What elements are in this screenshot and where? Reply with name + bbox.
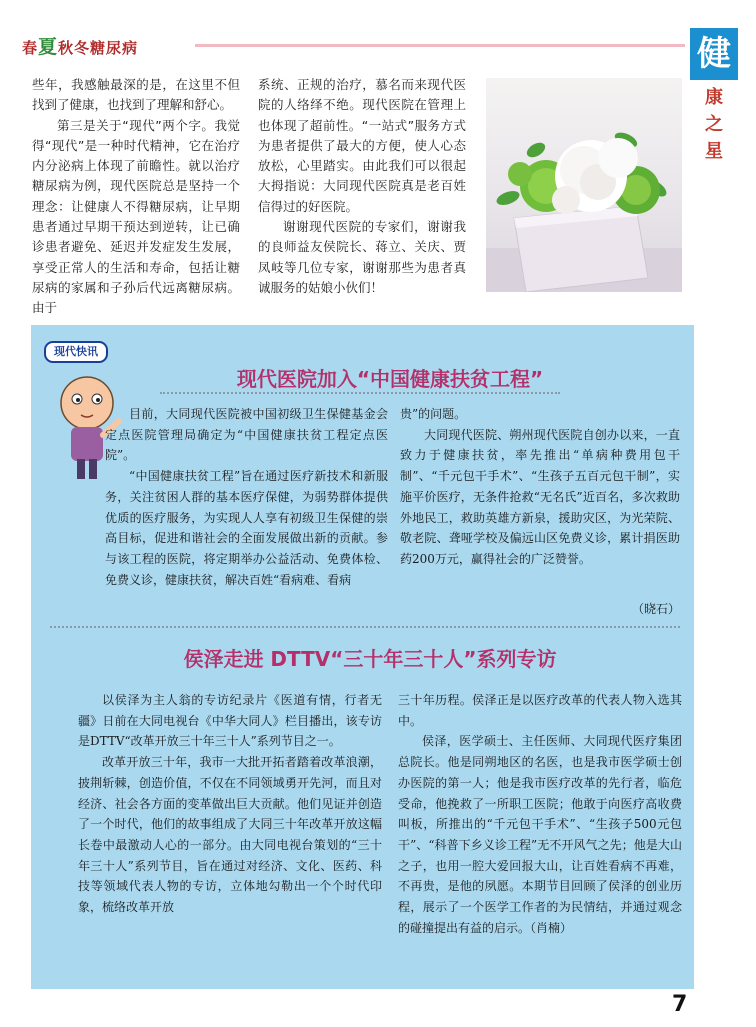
article1-left-column <box>105 404 388 590</box>
series-title-highlight: 夏 <box>38 36 59 58</box>
flower-illustration <box>486 78 682 292</box>
article1-credit: （晓石） <box>631 602 680 616</box>
series-title-part: 秋冬糖尿病 <box>58 39 139 57</box>
paragraph: 大同现代医院、朔州现代医院自创办以来，一直致力于健康扶贫，率先推出“单病种费用包干制”、“千元包干手术”、“生孩子五百元包干制”，实施平价医疗，无条件抢救“无名氏”近百名，多次救助外地民工，救助英雄方新泉，援助灾区，为光荣院、敬老院、聋哑学校及偏远山区免费义诊，累计捐医助药200万元，赢得社会的广泛赞誉。 <box>400 427 680 566</box>
paragraph: 系统、正规的治疗，慕名而来现代医院的人络绎不绝。现代医院在管理上也体现了超前性。“一站式”服务方式为患者提供了最大的方便，使人心态放松，心里踏实。由此我们可以很起大拇指说：大同现代医院真是老百姓信得过的好医院。 <box>258 77 466 214</box>
paragraph: 改革开放三十年，我市一大批开拓者踏着改革浪潮，披荆斩棘，创造价值，不仅在不同领域勇开先河，而且对经济、社会各方面的变革做出巨大贡献。他们见证并创造了一个时代，他们的故事组成了大同三十年改革开放这幅长卷中最激动人心的一部分。由大同电视台策划的“三十年三十人”系列节目，旨在通过对经济、文化、医药、科技等领域代表人物的专访，立体地勾勒出一个个时代印象，梳络改革开放 <box>78 755 382 915</box>
series-title-part: 春 <box>22 39 39 57</box>
section-subtitle-char: 康 <box>705 87 723 108</box>
series-title <box>22 32 138 59</box>
article2-left-column <box>78 690 382 918</box>
title-underline-dots <box>160 392 560 394</box>
article2-right-column <box>398 690 682 938</box>
paragraph: 以侯泽为主人翁的专访纪录片《医道有情，行者无疆》日前在大同电视台《中华大同人》栏目播出，该专访是DTTV“改革开放三十年三十人”系列节目之一。 <box>78 693 382 749</box>
paragraph: 第三是关于“现代”两个字。我觉得“现代”是一种时代精神，它在治疗内分泌病上体现了前瞻性。就以治疗糖尿病为例，现代医院总是坚持一个理念：让健康人不得糖尿病，让早期患者通过早期干预达到逆转，让已确诊患者避免、延迟并发症发生发展，享受正常人的生活和寿命，包括让糖尿病的家属和子孙后代远离糖尿病。由于 <box>32 117 240 316</box>
paragraph: 目前，大同现代医院被中国初级卫生保健基金会定点医院管理局确定为“中国健康扶贫工程定点医院”。 <box>105 407 388 463</box>
section-subtitle-char: 之 <box>705 114 723 135</box>
news-badge: 现代快讯 <box>44 341 108 363</box>
article2-title: 侯泽走进 DTTV“三十年三十人”系列专访 <box>183 647 557 671</box>
section-tab-char: 健 <box>697 34 731 74</box>
paragraph: 三十年历程。侯泽正是以医疗改革的代表人物入选其中。 <box>398 693 682 728</box>
article1-right-column <box>400 404 680 570</box>
top-article-right-column <box>258 75 466 298</box>
paragraph: 些年，我感触最深的是，在这里不但找到了健康，也找到了理解和舒心。 <box>32 77 240 113</box>
paragraph: 侯泽，医学硕士、主任医师、大同现代医疗集团总院长。他是同朔地区的名医，也是我市医学硕士创办医院的第一人；他是我市医疗改革的先行者，临危受命，他挽救了一所职工医院；他敢于向医疗高收费叫板，所推出的“千元包干手术”、“生孩子500元包干”、“科普下乡义诊工程”无不开风气之先；他是大山之子，也用一腔大爱回报大山，让百姓看病不再难，不再贵，是他的夙愿。本期节目回顾了侯泽的创业历程，展示了一个医学工作者的为民情结，并通过观念的碰撞提出有益的启示。（肖楠） <box>398 734 682 935</box>
article-divider-dots <box>50 626 680 628</box>
article1-title: 现代医院加入“中国健康扶贫工程” <box>236 367 544 391</box>
paragraph: 谢谢现代医院的专家们，谢谢我的良师益友侯院长、蒋立、关庆、贾凤岐等几位专家，谢谢那些为患者真诚服务的姑娘小伙们！ <box>258 219 466 295</box>
section-subtitle-char: 星 <box>705 141 723 162</box>
top-article-left-column <box>32 75 240 319</box>
header-rule <box>195 44 685 47</box>
paragraph: “中国健康扶贫工程”旨在通过医疗新技术和新服务，关注贫困人群的基本医疗保健，为弱势群体提供优质的医疗服务，为实现人人享有初级卫生保健的崇高目标，促进和谐社会的全面发展做出新的贡献。参与该工程的医院，将定期举办公益活动、免费体检、免费义诊，健康扶贫，解决百姓“看病难、看病 <box>105 469 388 587</box>
section-subtitle <box>701 84 727 165</box>
paragraph: 贵”的问题。 <box>400 407 467 421</box>
page-number: 7 <box>672 992 688 1017</box>
section-tab <box>690 28 738 80</box>
flower-photo <box>486 78 682 292</box>
